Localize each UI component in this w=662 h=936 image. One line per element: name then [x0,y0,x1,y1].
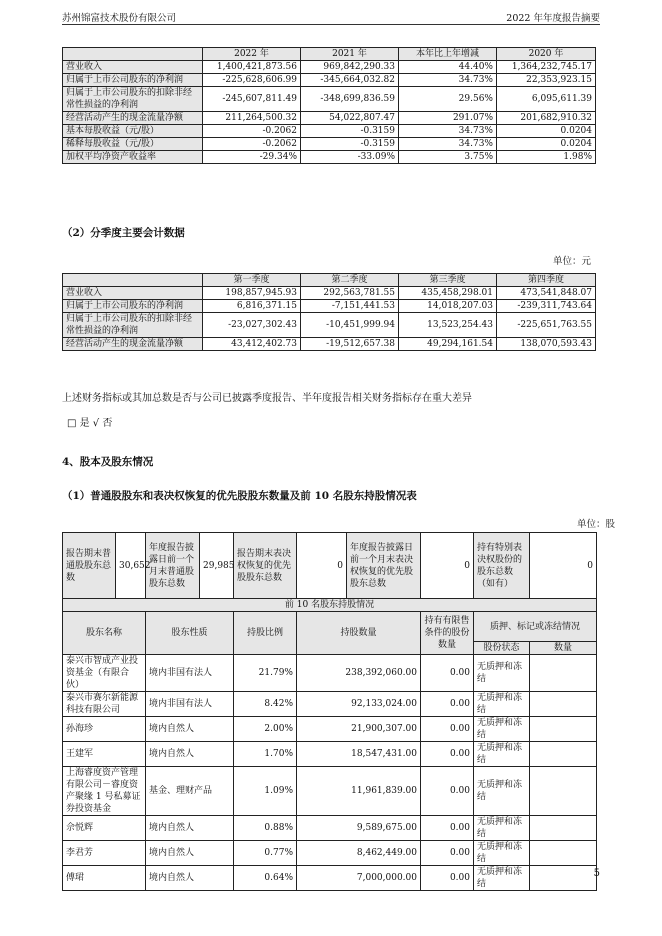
table-row [63,138,596,151]
column-header: 持股比例 [234,612,297,655]
cell-name: 傅珺 [63,866,146,891]
table-cell: -245,607,811.49 [203,87,301,112]
cell-ltd: 0.00 [421,841,474,866]
column-header: 本年比上年增减 [399,48,497,61]
cell-status: 无质押和冻结 [474,767,530,816]
row-label: 营业收入 [63,287,203,300]
table-cell: 0.0204 [497,138,596,151]
cell-num [530,841,597,866]
summary-label: 持有特别表决权股份的股东总数（如有） [474,533,530,599]
row-label: 稀释每股收益（元/股） [63,138,203,151]
row-label: 归属于上市公司股东的净利润 [63,300,203,313]
cell-name: 泰兴市智成产业投资基金（有限合伙） [63,655,146,692]
cell-status: 无质押和冻结 [474,742,530,767]
table-header-row [63,48,596,61]
header-doc-title: 2022 年年度报告摘要 [506,13,600,24]
cell-status: 无质押和冻结 [474,692,530,717]
cell-qty: 11,961,839.00 [297,767,421,816]
cell-num [530,866,597,891]
cell-num [530,717,597,742]
table-cell: -348,699,836.59 [301,87,399,112]
column-header: 股东性质 [146,612,234,655]
column-header: 股份状态 [474,642,530,655]
table-cell: 54,022,807.47 [301,112,399,125]
column-header: 第二季度 [301,274,399,287]
cell-type: 境内非国有法人 [146,655,234,692]
top10-title: 前 10 名股东持股情况 [63,599,597,612]
row-label: 经营活动产生的现金流量净额 [63,112,203,125]
cell-status: 无质押和冻结 [474,841,530,866]
shareholder-row [63,692,597,717]
table-cell: 201,682,910.32 [497,112,596,125]
header-company: 苏州锦富技术股份有限公司 [62,13,177,24]
row-label: 归属于上市公司股东的扣除非经常性损益的净利润 [63,313,203,338]
row-label: 加权平均净资产收益率 [63,151,203,164]
cell-type: 境内自然人 [146,841,234,866]
summary-value: 0 [297,533,347,599]
cell-status: 无质押和冻结 [474,717,530,742]
column-header: 2022 年 [203,48,301,61]
column-header: 第一季度 [203,274,301,287]
column-header: 持股数量 [297,612,421,655]
table-row [63,112,596,125]
cell-ltd: 0.00 [421,866,474,891]
table-cell: 14,018,207.03 [399,300,497,313]
row-label: 经营活动产生的现金流量净额 [63,338,203,351]
cell-ratio: 1.70% [234,742,297,767]
table-cell: 6,095,611.39 [497,87,596,112]
cell-status: 无质押和冻结 [474,866,530,891]
table-header-row [63,274,596,287]
table-cell: 291.07% [399,112,497,125]
section-top10-title: （1）普通股股东和表决权恢复的优先股股东数量及前 10 名股东持股情况表 [62,490,417,502]
table-cell: 198,857,945.93 [203,287,301,300]
table-cell: 1,364,232,745.17 [497,61,596,74]
table-cell: 1.98% [497,151,596,164]
cell-qty: 238,392,060.00 [297,655,421,692]
cell-ltd: 0.00 [421,816,474,841]
table-cell: 44.40% [399,61,497,74]
table-row [63,87,596,112]
page-header [62,10,600,25]
table-cell: -345,664,032.82 [301,74,399,87]
cell-ratio: 2.00% [234,717,297,742]
table-corner [63,274,203,287]
cell-name: 孙海珍 [63,717,146,742]
quarterly-data-table [62,273,596,351]
table-cell: 473,541,848.07 [497,287,596,300]
table-cell: -239,311,743.64 [497,300,596,313]
cell-num [530,767,597,816]
table-cell: -7,151,441.53 [301,300,399,313]
table-row [63,313,596,338]
summary-label: 报告期末表决权恢复的优先股股东总数 [234,533,297,599]
cell-ltd: 0.00 [421,767,474,816]
cell-num [530,742,597,767]
cell-qty: 21,900,307.00 [297,717,421,742]
table-cell: 969,842,290.33 [301,61,399,74]
table-cell: 138,070,593.43 [497,338,596,351]
table-row [63,61,596,74]
unit-label: 单位：元 [552,256,591,267]
table-cell: -19,512,657.38 [301,338,399,351]
column-header: 2020 年 [497,48,596,61]
summary-label: 报告期末普通股股东总数 [63,533,116,599]
table-cell: 34.73% [399,74,497,87]
cell-type: 境内自然人 [146,717,234,742]
row-label: 归属于上市公司股东的扣除非经常性损益的净利润 [63,87,203,112]
table-row [63,74,596,87]
summary-value: 29,985 [200,533,234,599]
cell-qty: 9,589,675.00 [297,816,421,841]
cell-ltd: 0.00 [421,692,474,717]
note-text: 上述财务指标或其加总数是否与公司已披露季度报告、半年度报告相关财务指标存在重大差异 [62,393,472,404]
table-cell: -29.34% [203,151,301,164]
table-cell: 0.0204 [497,125,596,138]
row-label: 基本每股收益（元/股） [63,125,203,138]
shareholder-row [63,841,597,866]
cell-type: 境内自然人 [146,816,234,841]
section-quarterly-title: （2）分季度主要会计数据 [62,227,185,239]
summary-value: 0 [421,533,474,599]
cell-type: 基金、理财产品 [146,767,234,816]
summary-row [63,533,597,599]
cell-ratio: 1.09% [234,767,297,816]
cell-ratio: 0.64% [234,866,297,891]
summary-label: 年度报告披露日前一个月末表决权恢复的优先股股东总数 [347,533,421,599]
table-cell: 43,412,402.73 [203,338,301,351]
table-corner [63,48,203,61]
table-cell: 3.75% [399,151,497,164]
column-header: 第四季度 [497,274,596,287]
table-cell: -0.3159 [301,138,399,151]
table-cell: -0.3159 [301,125,399,138]
cell-type: 境内非国有法人 [146,692,234,717]
table-cell: 49,294,161.54 [399,338,497,351]
shareholder-row [63,816,597,841]
shareholder-row [63,767,597,816]
shareholder-row [63,866,597,891]
column-header: 质押、标记或冻结情况 [474,612,597,642]
key-financials-table [62,47,596,164]
table-row [63,287,596,300]
cell-qty: 7,000,000.00 [297,866,421,891]
column-header: 股东名称 [63,612,146,655]
table-cell: -10,451,999.94 [301,313,399,338]
cell-status: 无质押和冻结 [474,655,530,692]
checkbox-line: □ 是 √ 否 [67,418,113,429]
table-row [63,125,596,138]
table-cell: 435,458,298.01 [399,287,497,300]
cell-qty: 18,547,431.00 [297,742,421,767]
table-cell: 29.56% [399,87,497,112]
row-label: 归属于上市公司股东的净利润 [63,74,203,87]
cell-name: 李君芳 [63,841,146,866]
table-cell: 211,264,500.32 [203,112,301,125]
column-header: 数量 [530,642,597,655]
table-cell: -0.2062 [203,138,301,151]
table-row [63,338,596,351]
table-cell: 6,816,371.15 [203,300,301,313]
cell-type: 境内自然人 [146,866,234,891]
cell-ltd: 0.00 [421,655,474,692]
table-row [63,151,596,164]
table-cell: -225,651,763.55 [497,313,596,338]
cell-ratio: 21.79% [234,655,297,692]
shareholder-row [63,655,597,692]
cell-ltd: 0.00 [421,717,474,742]
column-header: 2021 年 [301,48,399,61]
cell-status: 无质押和冻结 [474,816,530,841]
table-cell: 34.73% [399,125,497,138]
table-cell: 1,400,421,873.56 [203,61,301,74]
table-row [63,300,596,313]
row-label: 营业收入 [63,61,203,74]
cell-num [530,655,597,692]
cell-type: 境内自然人 [146,742,234,767]
cell-name: 王建军 [63,742,146,767]
shareholder-row [63,742,597,767]
summary-value: 30,652 [116,533,146,599]
cell-name: 泰兴市赛尔新能源科技有限公司 [63,692,146,717]
shareholders-table [62,532,597,891]
column-header: 持有有限售条件的股份数量 [421,612,474,655]
cell-ltd: 0.00 [421,742,474,767]
section-shareholders-title: 4、股本及股东情况 [62,456,154,468]
column-header: 第三季度 [399,274,497,287]
top10-title-row [63,599,597,612]
table-cell: 13,523,254.43 [399,313,497,338]
cell-num [530,816,597,841]
table-cell: -23,027,302.43 [203,313,301,338]
table-cell: 22,353,923.15 [497,74,596,87]
summary-value: 0 [530,533,597,599]
cell-qty: 8,462,449.00 [297,841,421,866]
table-cell: 292,563,781.55 [301,287,399,300]
cell-num [530,692,597,717]
cell-ratio: 0.77% [234,841,297,866]
cell-qty: 92,133,024.00 [297,692,421,717]
shareholder-row [63,717,597,742]
cell-name: 上海睿度资产管理有限公司－睿度资产聚缘 1 号私募证券投资基金 [63,767,146,816]
cell-name: 佘悦辉 [63,816,146,841]
table-cell: -33.09% [301,151,399,164]
column-header-row [63,612,597,642]
unit-label-shares: 单位：股 [576,519,615,530]
page-number: 5 [593,868,600,879]
cell-ratio: 8.42% [234,692,297,717]
table-cell: 34.73% [399,138,497,151]
table-cell: -0.2062 [203,125,301,138]
cell-ratio: 0.88% [234,816,297,841]
table-cell: -225,628,606.99 [203,74,301,87]
summary-label: 年度报告披露日前一个月末普通股股东总数 [146,533,200,599]
